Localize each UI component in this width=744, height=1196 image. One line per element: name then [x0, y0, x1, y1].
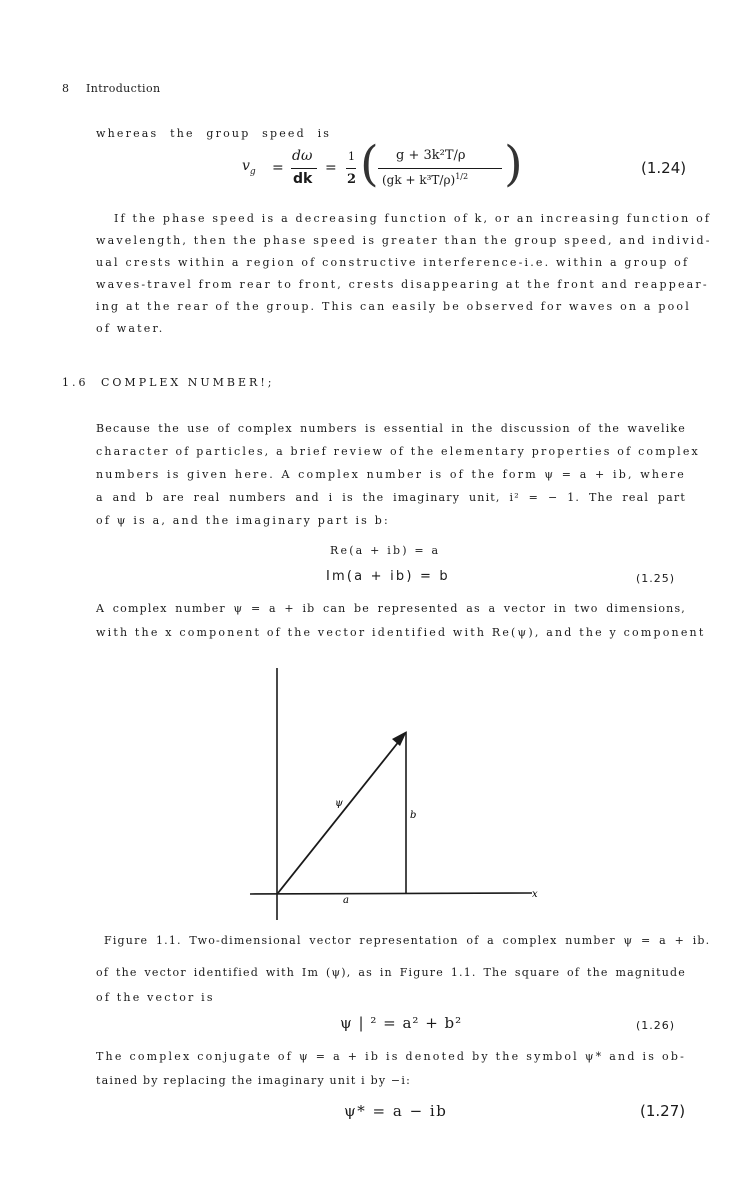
text-line: of ψ is a, and the imaginary part is b: [96, 514, 390, 527]
eq-deriv-bar [291, 168, 317, 169]
text-line: A complex number ψ = a + ib can be represented as a vector in two dimensions, [96, 602, 686, 615]
eq-half-den: 2 [347, 172, 357, 187]
text-line: ing at the rear of the group. This can easily be observed for waves on a pool [96, 300, 691, 313]
text-line: of the vector identified with Im (ψ), as in Figure 1.1. The square of the magnitude [96, 966, 686, 979]
paragraph-phase-speed [96, 212, 712, 344]
text-line: with the x component of the vector identified with Re(ψ), and the y component [96, 626, 706, 639]
eq-half-bar [346, 168, 356, 169]
paragraph-vector [96, 602, 706, 650]
eq-number-1-25: (1.25) [636, 572, 676, 585]
eq-deriv-num: dω [292, 148, 313, 164]
intro-line: whereas the group speed is [96, 127, 332, 140]
eq-number-1-24: (1.24) [641, 159, 687, 177]
label-a: a [343, 895, 349, 906]
figure-1-1 [240, 660, 550, 926]
eq-right-paren: ) [504, 136, 523, 192]
section-title: COMPLEX NUMBER!; [101, 376, 275, 389]
equation-1-26: ψ | ² = a² + b² [340, 1014, 463, 1032]
text-line: waves-travel from rear to front, crests disappearing at the front and reappear- [96, 278, 709, 291]
text-line: of water. [96, 322, 165, 335]
text-line: Because the use of complex numbers is essential in the discussion of the wavelike [96, 422, 686, 435]
eq-lhs: $v_g$ [242, 158, 256, 177]
eq-frac-num: g + 3k²T/ρ [396, 148, 466, 163]
x-axis [250, 893, 532, 894]
section-number: 1.6 [62, 376, 89, 389]
figure-caption: Figure 1.1. Two-dimensional vector representation of a complex number ψ = a + ib. [104, 934, 711, 947]
section-heading [62, 376, 274, 389]
paragraph-after-figure [96, 966, 686, 1016]
eq-half-num: 1 [348, 150, 355, 163]
equation-1-27: ψ* = a − ib [344, 1102, 448, 1120]
text-line: If the phase speed is a decreasing function of k, or an increasing function of [114, 212, 712, 225]
text-line: character of particles, a brief review of the elementary properties of complex [96, 445, 700, 458]
eq-equals-2: = [325, 160, 337, 176]
label-x: x [532, 889, 538, 900]
page-number: 8 [62, 82, 70, 95]
text-line: wavelength, then the phase speed is greater than the group speed, and individ- [96, 234, 712, 247]
running-title: Introduction [86, 82, 161, 95]
paragraph-complex-numbers [96, 422, 700, 537]
paragraph-conjugate [96, 1050, 686, 1098]
label-psi: ψ [335, 798, 343, 809]
eq-frac-den: (gk + k³T/ρ)$^{1/2}$ [382, 172, 469, 187]
text-line: The complex conjugate of ψ = a + ib is denoted by the symbol ψ* and is ob- [96, 1050, 686, 1063]
text-line: a and b are real numbers and i is the imaginary unit, i² = − 1. The real part [96, 491, 686, 504]
text-line: ual crests within a region of constructive interference-i.e. within a group of [96, 256, 690, 269]
eq-number-1-27: (1.27) [640, 1102, 686, 1120]
label-b: b [410, 810, 417, 821]
text-line: tained by replacing the imaginary unit i by −i: [96, 1074, 411, 1087]
eq-deriv-den: dk [293, 171, 313, 187]
equation-im: Im(a + ib) = b [326, 569, 450, 584]
eq-frac-bar [378, 168, 502, 169]
text-line: numbers is given here. A complex number is of the form ψ = a + ib, where [96, 468, 686, 481]
vector-arrowhead [392, 731, 407, 746]
eq-left-paren: ( [360, 136, 379, 192]
equation-re: Re(a + ib) = a [330, 544, 441, 557]
vector-psi [278, 740, 400, 893]
text-line: of the vector is [96, 991, 215, 1004]
eq-equals: = [272, 160, 284, 176]
equation-1-24 [242, 136, 542, 198]
eq-number-1-26: (1.26) [636, 1019, 676, 1032]
